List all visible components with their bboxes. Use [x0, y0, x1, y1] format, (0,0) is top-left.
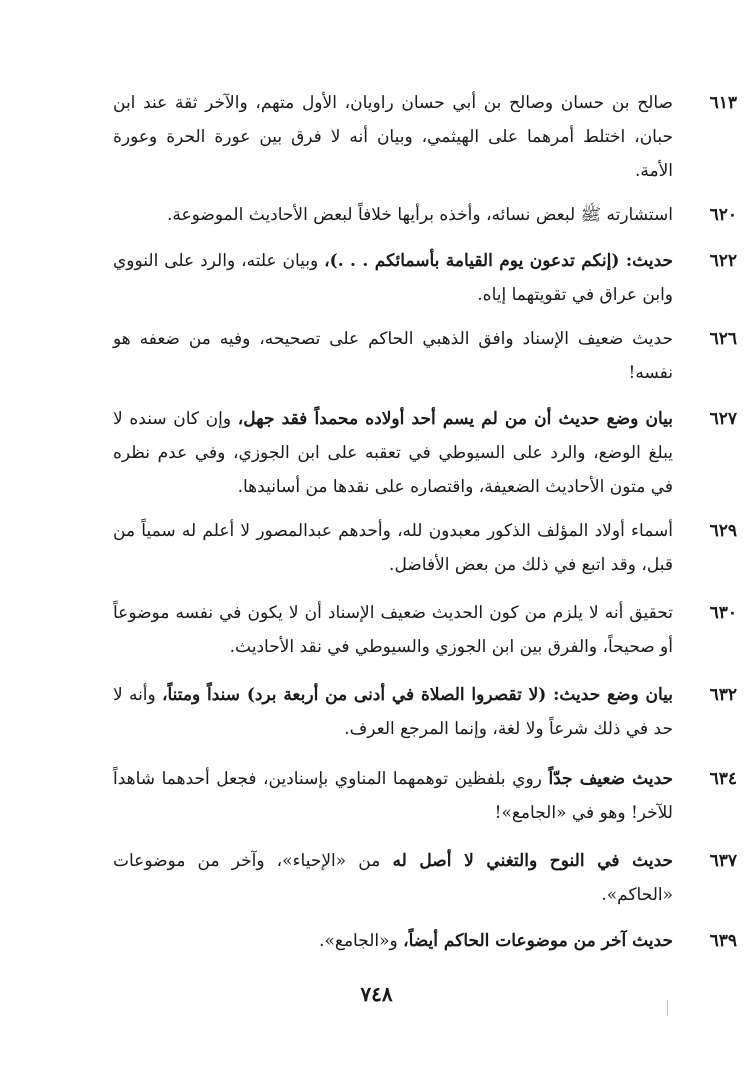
entry-page-number: ٦٢٠ — [709, 205, 737, 225]
entry-page-number: ٦٢٩ — [709, 521, 737, 541]
index-entry-622 — [113, 244, 737, 312]
entry-text — [113, 851, 673, 905]
entry-text — [113, 93, 673, 181]
entry-page-number: ٦٣٧ — [709, 851, 737, 871]
entry-lead: بيان وضع حديث: (لا تقصروا الصلاة في أدنى من أربعة برد) سنداً ومتناً، — [162, 685, 673, 705]
entry-text — [319, 931, 673, 951]
entry-text — [113, 603, 673, 657]
entry-text — [113, 409, 673, 497]
entry-text — [113, 251, 673, 305]
entry-lead: حديث ضعيف جدّاً — [548, 769, 674, 789]
entry-lead: حديث: (إنكم تدعون يوم القيامة بأسمائكم . . .)، — [324, 251, 673, 271]
index-entry-626 — [113, 322, 737, 390]
entry-page-number: ٦٢٢ — [709, 251, 737, 271]
entry-page-number: ٦٣٢ — [709, 685, 737, 705]
index-entry-629 — [113, 514, 737, 582]
entry-page-number: ٦٢٦ — [709, 329, 737, 349]
entry-text — [113, 329, 673, 383]
entry-body: صالح بن حسان وصالح بن أبي حسان راويان، الأول متهم، والآخر ثقة عند ابن حبان، اختلط أمرهما على الهيثمي، وبيان أنه لا فرق بين عورة الحرة وعورة الأمة. — [113, 93, 673, 181]
index-entry-634 — [113, 762, 737, 830]
entry-body: روي بلفظين توهمهما المناوي بإسنادين، فجعل أحدهما شاهداً للآخر! وهو في «الجامع»! — [113, 769, 673, 823]
index-entry-613 — [113, 86, 737, 188]
entry-page-number: ٦١٣ — [709, 93, 737, 113]
entry-page-number: ٦٢٧ — [709, 409, 737, 429]
index-entry-639 — [113, 924, 737, 958]
page-number: ٧٤٨ — [360, 982, 393, 1006]
index-entry-637 — [113, 844, 737, 912]
entry-body: من «الإحياء»، وآخر من موضوعات «الحاكم». — [113, 851, 673, 905]
index-entry-627 — [113, 402, 737, 504]
index-entry-630 — [113, 596, 737, 664]
entry-lead: حديث آخر من موضوعات الحاكم أيضاً، — [403, 931, 673, 951]
entry-body: وأنه لا حد في ذلك شرعاً ولا لغة، وإنما المرجع العرف. — [113, 685, 673, 739]
entry-page-number: ٦٣٩ — [709, 931, 737, 951]
entry-lead: حديث في النوح والتغني لا أصل له — [392, 851, 674, 871]
entry-body: استشارته ﷺ لبعض نسائه، وأخذه برأيها خلافاً لبعض الأحاديث الموضوعة. — [166, 205, 673, 225]
entry-lead: بيان وضع حديث أن من لم يسم أحد أولاده محمداً فقد جهل، — [237, 409, 673, 429]
page-edge-mark — [667, 1000, 668, 1016]
entry-page-number: ٦٣٤ — [709, 769, 737, 789]
index-entry-620 — [113, 198, 737, 232]
entry-body: و«الجامع». — [319, 931, 404, 951]
entry-body: وإن كان سنده لا يبلغ الوضع، والرد على السيوطي في تعقبه على ابن الجوزي، وفي عدم نظره في متون الأحاديث الضعيفة، واقتصاره على نقدها من أسانيدها. — [113, 409, 673, 497]
entry-text — [167, 205, 673, 225]
entry-page-number: ٦٣٠ — [709, 603, 737, 623]
entry-text — [113, 769, 673, 823]
entry-text — [113, 685, 673, 739]
index-entry-632 — [113, 678, 737, 746]
entry-body: تحقيق أنه لا يلزم من كون الحديث ضعيف الإسناد أن لا يكون في نفسه موضوعاً أو صحيحاً، والفرق بين ابن الجوزي والسيوطي في نقد الأحاديث. — [113, 603, 673, 657]
entry-body: أسماء أولاد المؤلف الذكور معبدون لله، وأحدهم عبدالمصور لا أعلم له سمياً من قبل، وقد اتبع في ذلك من بعض الأفاضل. — [113, 521, 673, 575]
entry-text — [113, 521, 673, 575]
entry-body: حديث ضعيف الإسناد وافق الذهبي الحاكم على تصحيحه، وفيه من ضعفه هو نفسه! — [113, 329, 673, 383]
entry-body: وبيان علته، والرد على النووي وابن عراق في تقويتهما إياه. — [113, 251, 673, 305]
